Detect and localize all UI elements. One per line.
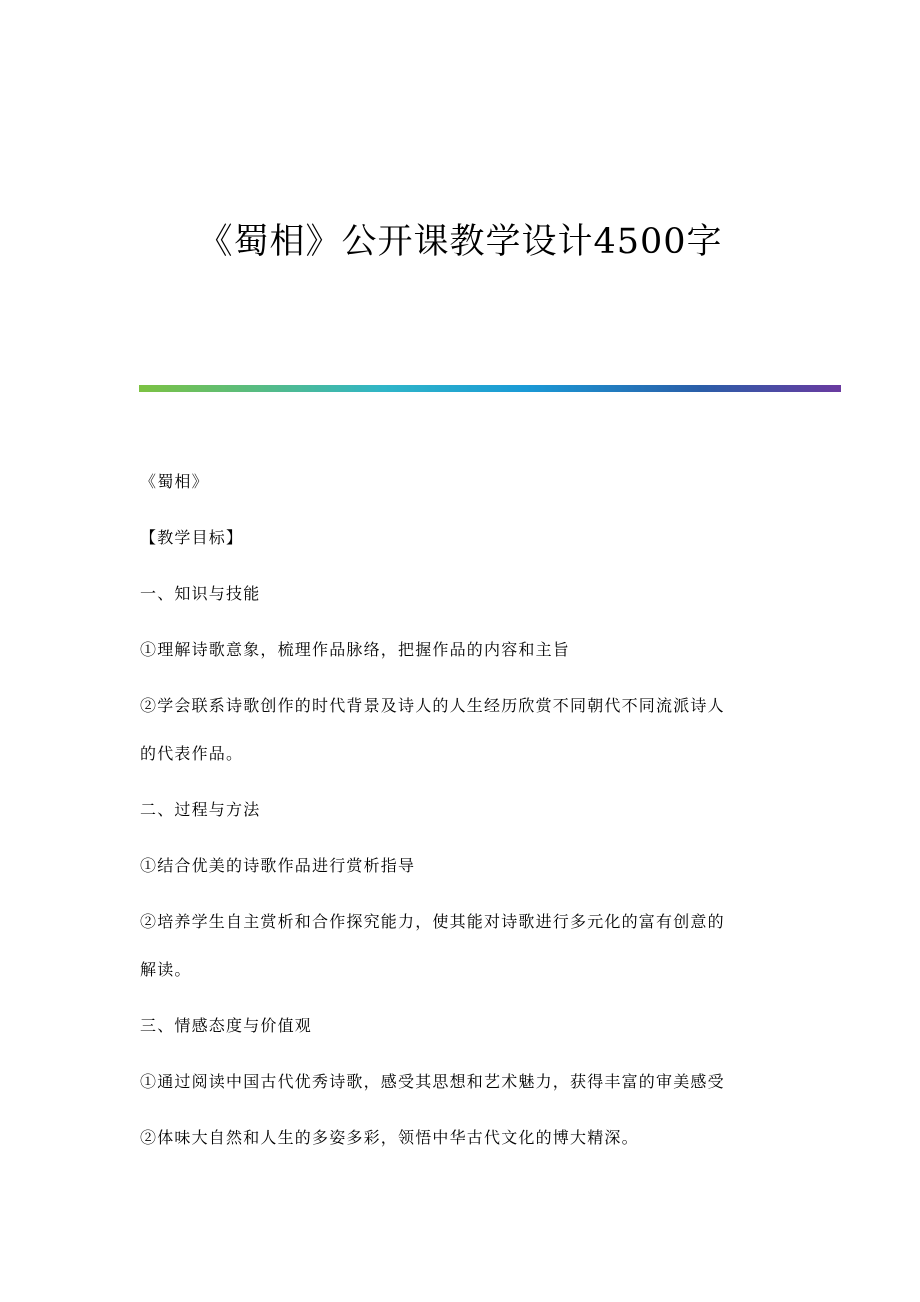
poem-title-line: 《蜀相》 — [140, 472, 209, 491]
paragraph-line: ①理解诗歌意象，梳理作品脉络，把握作品的内容和主旨 — [140, 640, 571, 659]
document-title: 《蜀相》公开课教学设计4500字 — [197, 222, 723, 262]
paragraph-line: ①结合优美的诗歌作品进行赏析指导 — [140, 856, 416, 875]
paragraph-line: ②学会联系诗歌创作的时代背景及诗人的人生经历欣赏不同朝代不同流派诗人 — [140, 696, 725, 715]
subheading-emotions-values: 三、情感态度与价值观 — [140, 1016, 313, 1035]
paragraph-line: ②体味大自然和人生的多姿多彩，领悟中华古代文化的博大精深。 — [140, 1128, 639, 1147]
paragraph-line-continued: 的代表作品。 — [140, 744, 244, 763]
paragraph-line: ①通过阅读中国古代优秀诗歌，感受其思想和艺术魅力，获得丰富的审美感受 — [140, 1072, 725, 1091]
section-heading-objectives: 【教学目标】 — [140, 528, 244, 547]
subheading-process-methods: 二、过程与方法 — [140, 800, 261, 819]
paragraph-line-continued: 解读。 — [140, 960, 192, 979]
title-divider — [139, 385, 841, 392]
paragraph-line: ②培养学生自主赏析和合作探究能力，使其能对诗歌进行多元化的富有创意的 — [140, 912, 725, 931]
subheading-knowledge-skills: 一、知识与技能 — [140, 584, 261, 603]
document-body — [140, 468, 780, 1152]
